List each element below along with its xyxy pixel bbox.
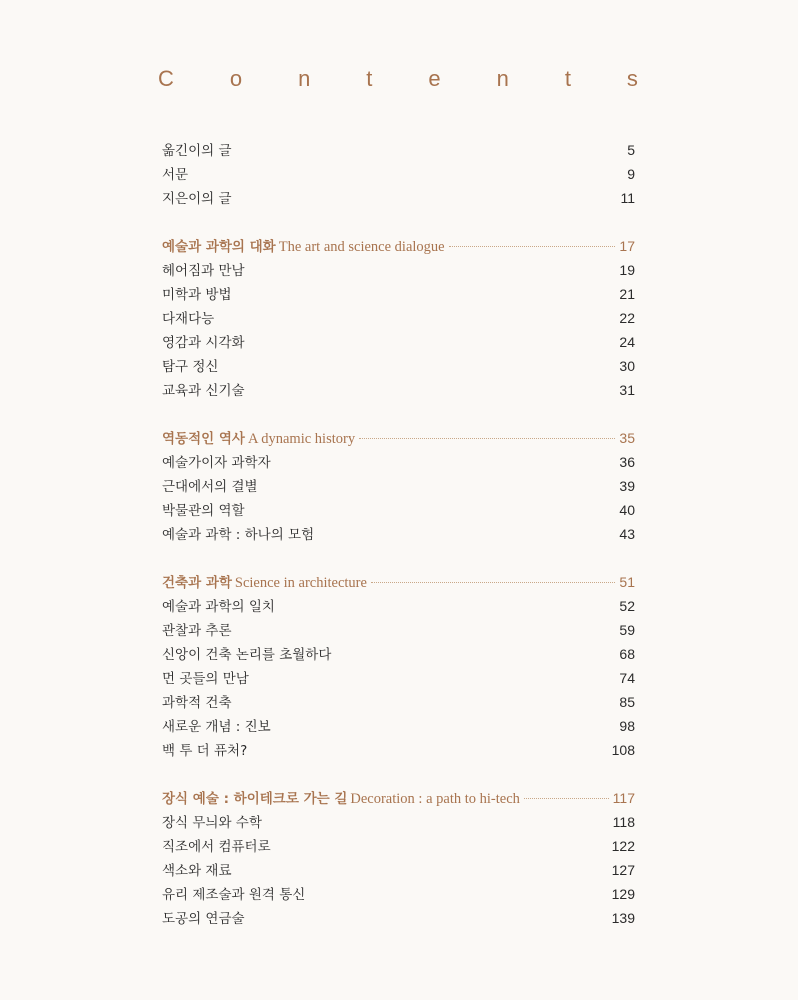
toc-entry-page: 30 [619, 358, 635, 374]
toc-entry-page: 122 [611, 838, 635, 854]
toc-entry-title: 도공의 연금술 [162, 911, 245, 927]
toc-entry-title: 근대에서의 결별 [162, 479, 258, 495]
toc-entry-page: 5 [627, 142, 635, 158]
toc-entry-page: 40 [619, 502, 635, 518]
title-letter: o [229, 66, 243, 91]
toc-entry-title: 예술과 과학의 일치 [162, 599, 275, 615]
toc-entry-title: 유리 제조술과 원격 통신 [162, 887, 306, 903]
toc-entry-page: 9 [627, 166, 635, 182]
toc-entry-title: 색소와 재료 [162, 863, 232, 879]
toc-entry[interactable] [162, 858, 635, 882]
toc-section-heading[interactable] [162, 234, 635, 258]
toc-section-heading[interactable] [162, 426, 635, 450]
toc-entry[interactable] [162, 810, 635, 834]
dotted-leader [371, 582, 615, 583]
toc-entry-page: 127 [611, 862, 635, 878]
toc-entry-title: 지은이의 글 [162, 191, 232, 207]
toc-entry[interactable] [162, 282, 635, 306]
toc-entry-page: 31 [619, 382, 635, 398]
toc-entry[interactable] [162, 738, 635, 762]
section-heading-korean: 역동적인 역사 [162, 431, 245, 447]
toc-entry-title: 백 투 더 퓨처? [162, 743, 248, 759]
toc-entry-title: 예술가이자 과학자 [162, 455, 271, 471]
toc-entry[interactable] [162, 378, 635, 402]
toc-entry-page: 19 [619, 262, 635, 278]
toc-entry-title: 교육과 신기술 [162, 383, 245, 399]
toc-entry-title: 헤어짐과 만남 [162, 263, 245, 279]
toc-entry-page: 68 [619, 646, 635, 662]
toc-entry[interactable] [162, 666, 635, 690]
toc-section-art-science-dialogue [162, 234, 635, 402]
toc-section-heading[interactable] [162, 570, 635, 594]
toc-entry-page: 59 [619, 622, 635, 638]
toc-entry[interactable] [162, 714, 635, 738]
toc-entry[interactable] [162, 330, 635, 354]
toc-entry[interactable] [162, 186, 635, 210]
toc-entry-title: 관찰과 추론 [162, 623, 232, 639]
toc-entry[interactable] [162, 522, 635, 546]
toc-entry-title: 박물관의 역할 [162, 503, 245, 519]
toc-entry[interactable] [162, 834, 635, 858]
toc-entry-title: 다재다능 [162, 311, 215, 327]
toc-entry[interactable] [162, 162, 635, 186]
toc-entry-page: 36 [619, 454, 635, 470]
toc-entry-page: 22 [619, 310, 635, 326]
toc-entry[interactable] [162, 354, 635, 378]
toc-entry-page: 85 [619, 694, 635, 710]
toc-entry[interactable] [162, 642, 635, 666]
dotted-leader [524, 798, 609, 799]
section-heading-page: 17 [619, 238, 635, 254]
toc-entry-title: 예술과 과학 : 하나의 모험 [162, 527, 315, 543]
toc-entry-title: 새로운 개념 : 진보 [162, 719, 271, 735]
section-heading-korean: 장식 예술 : 하이테크로 가는 길 [162, 791, 348, 807]
title-letter: s [626, 66, 638, 91]
toc-entry[interactable] [162, 258, 635, 282]
title-letter: t [564, 66, 571, 91]
toc-entry-page: 108 [611, 742, 635, 758]
toc-entry[interactable] [162, 450, 635, 474]
toc-entry-title: 미학과 방법 [162, 287, 232, 303]
dotted-leader [449, 246, 616, 247]
toc-entry-page: 24 [619, 334, 635, 350]
section-heading-page: 117 [612, 790, 635, 806]
section-heading-page: 51 [619, 574, 635, 590]
toc-entry-title: 먼 곳들의 만남 [162, 671, 249, 687]
toc-entry-title: 영감과 시각화 [162, 335, 245, 351]
toc-entry-page: 43 [619, 526, 635, 542]
toc-section-dynamic-history [162, 426, 635, 546]
toc-entry[interactable] [162, 306, 635, 330]
toc-entry-title: 신앙이 건축 논리를 초월하다 [162, 647, 332, 663]
title-letter: t [366, 66, 373, 91]
toc-entry[interactable] [162, 138, 635, 162]
toc-entry[interactable] [162, 690, 635, 714]
toc-entry[interactable] [162, 498, 635, 522]
section-heading-english: The art and science dialogue [278, 239, 445, 255]
toc-entry-title: 장식 무늬와 수학 [162, 815, 262, 831]
toc-entry-page: 11 [620, 190, 635, 206]
toc-section-heading[interactable] [162, 786, 635, 810]
dotted-leader [359, 438, 615, 439]
toc-entry-title: 과학적 건축 [162, 695, 232, 711]
title-letter: n [298, 66, 311, 91]
section-heading-english: A dynamic history [247, 431, 356, 447]
toc-entry[interactable] [162, 906, 635, 930]
toc-entry-title: 옮긴이의 글 [162, 143, 232, 159]
toc-entry-page: 139 [611, 910, 635, 926]
toc-entry[interactable] [162, 882, 635, 906]
section-heading-korean: 예술과 과학의 대화 [162, 239, 276, 255]
toc-entry-page: 39 [619, 478, 635, 494]
toc-entry-page: 129 [611, 886, 635, 902]
title-letter: n [496, 66, 509, 91]
toc-entry-page: 52 [619, 598, 635, 614]
toc-entry-title: 서문 [162, 167, 189, 183]
toc-section-science-in-architecture [162, 570, 635, 762]
title-letter: C [158, 66, 174, 91]
title-letter: e [428, 66, 441, 91]
contents-title [158, 64, 638, 94]
toc-entry-page: 118 [612, 814, 635, 830]
toc-section-decoration [162, 786, 635, 930]
toc-entry-page: 74 [619, 670, 635, 686]
toc-section-front-matter [162, 138, 635, 210]
section-heading-page: 35 [619, 430, 635, 446]
section-heading-english: Science in architecture [234, 575, 367, 591]
toc-entry[interactable] [162, 618, 635, 642]
toc-entry[interactable] [162, 474, 635, 498]
toc-entry-title: 직조에서 컴퓨터로 [162, 839, 271, 855]
section-heading-korean: 건축과 과학 [162, 575, 232, 591]
toc-entry-page: 21 [619, 286, 635, 302]
table-of-contents [162, 138, 635, 954]
toc-entry[interactable] [162, 594, 635, 618]
toc-entry-title: 탐구 정신 [162, 359, 219, 375]
toc-entry-page: 98 [619, 718, 635, 734]
section-heading-english: Decoration : a path to hi-tech [350, 791, 520, 807]
